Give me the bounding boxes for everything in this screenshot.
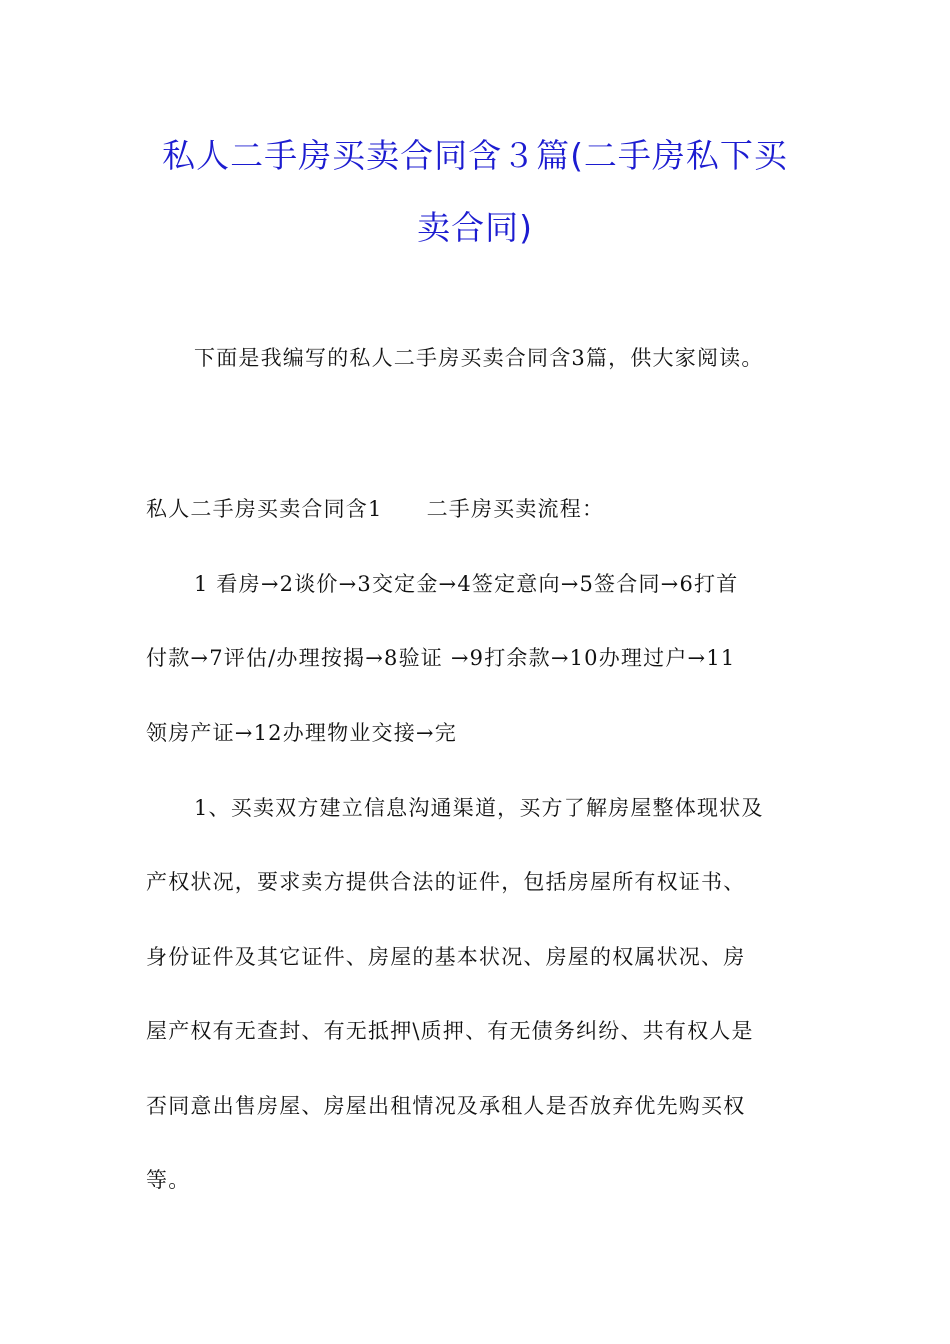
section-subheading: 二手房买卖流程： xyxy=(426,497,605,521)
section-heading-row xyxy=(146,494,816,524)
flow-line-2: 付款→7评估/办理按揭→8验证 →9打余款→10办理过户→11 xyxy=(146,646,736,670)
paragraph-line-4: 屋产权有无查封、有无抵押\质押、有无债务纠纷、共有权人是 xyxy=(146,1019,754,1043)
paragraph-line-5: 否同意出售房屋、房屋出租情况及承租人是否放弃优先购买权 xyxy=(146,1094,746,1118)
flow-line-3: 领房产证→12办理物业交接→完 xyxy=(146,721,457,745)
flow-line-1: 1 看房→2谈价→3交定金→4签定意向→5签合同→6打首 xyxy=(194,572,739,596)
paragraph-line-2: 产权状况，要求卖方提供合法的证件，包括房屋所有权证书、 xyxy=(146,870,746,894)
section-heading: 私人二手房买卖合同含1 xyxy=(146,497,383,521)
intro-paragraph: 下面是我编写的私人二手房买卖合同含3篇，供大家阅读。 xyxy=(194,346,764,370)
paragraph-line-3: 身份证件及其它证件、房屋的基本状况、房屋的权属状况、房 xyxy=(146,945,746,969)
paragraph-line-6: 等。 xyxy=(146,1168,191,1192)
document-title-line-2: 卖合同) xyxy=(417,208,533,247)
document-title-line-1: 私人二手房买卖合同含３篇(二手房私下买 xyxy=(162,136,788,175)
paragraph-line-1: 1、买卖双方建立信息沟通渠道，买方了解房屋整体现状及 xyxy=(194,796,764,820)
